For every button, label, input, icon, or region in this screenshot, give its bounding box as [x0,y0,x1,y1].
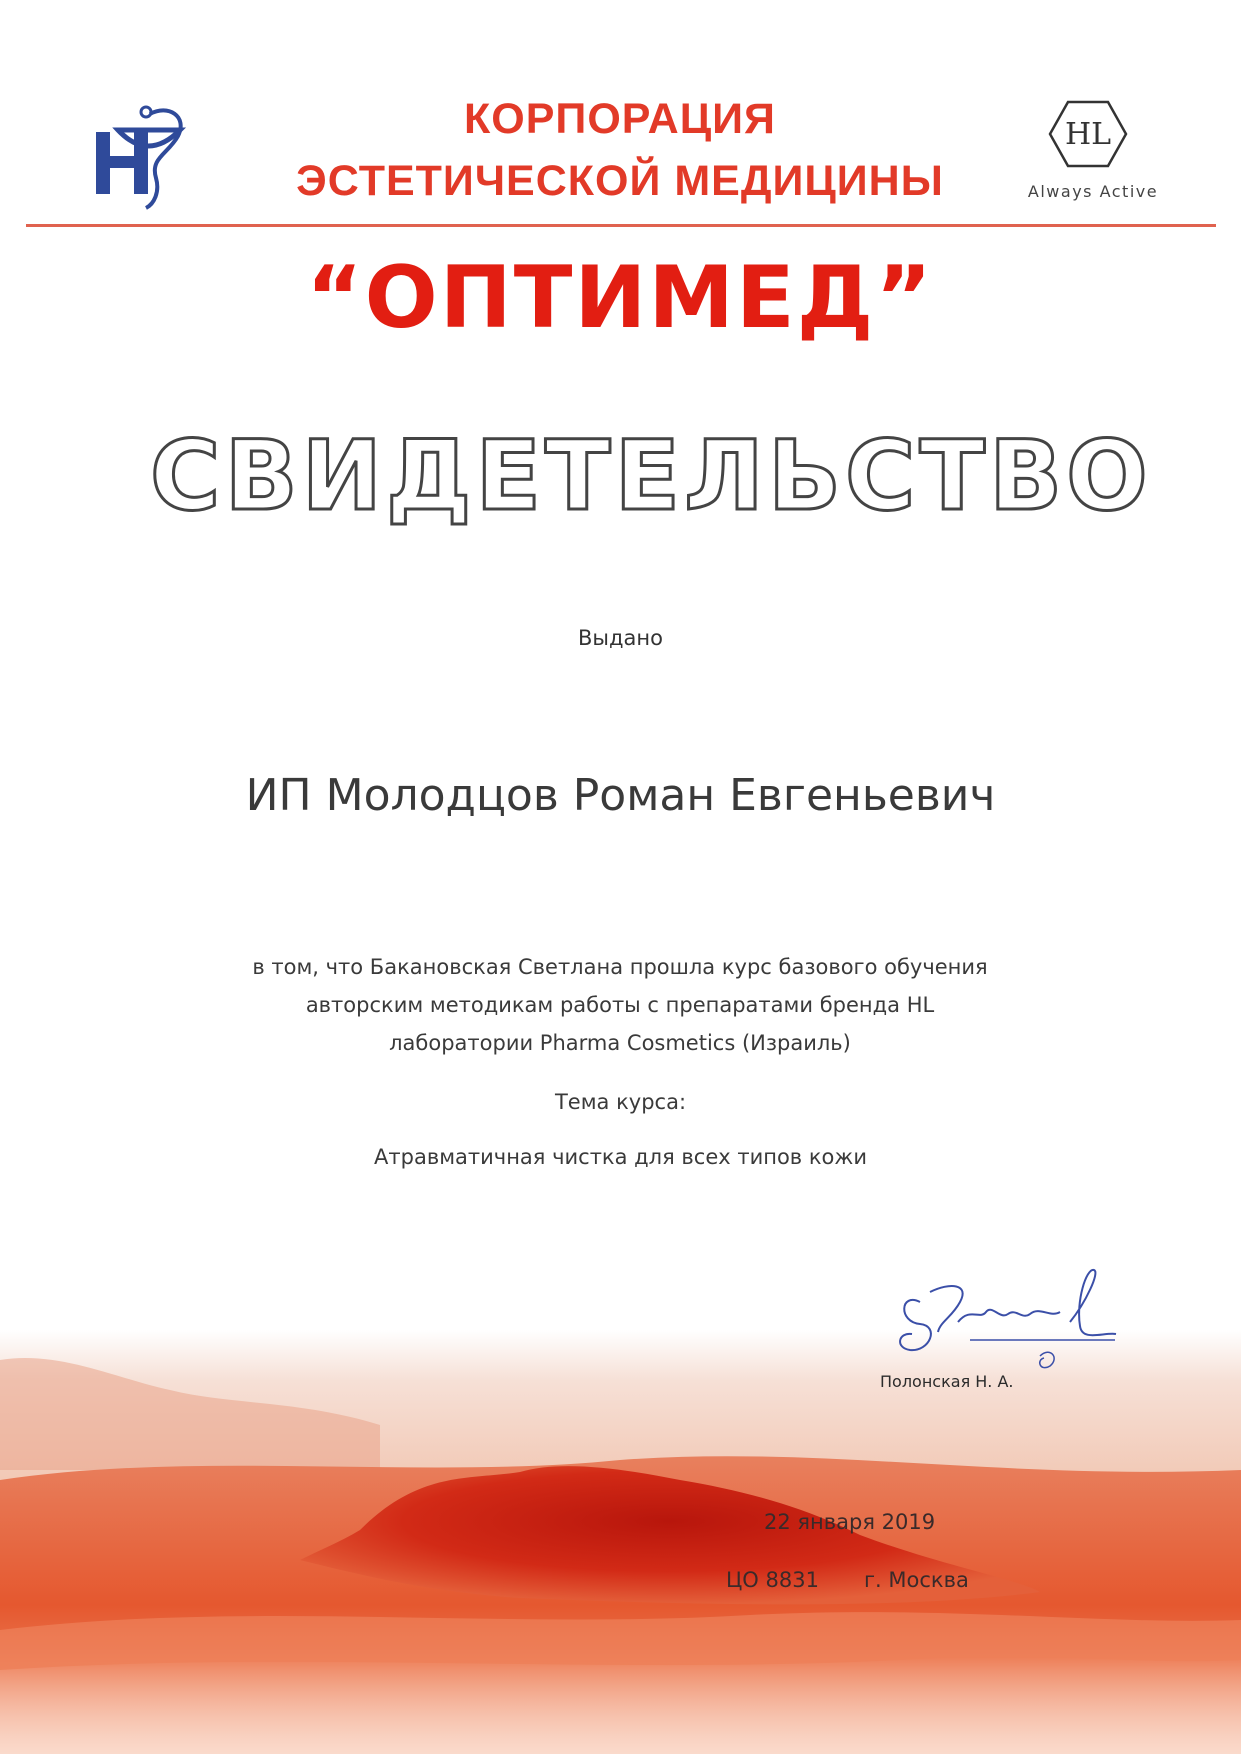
header-rule [26,224,1216,227]
course-topic: Атравматичная чистка для всех типов кожи [374,1145,867,1169]
body-line: в том, что Бакановская Светлана прошла курс базового обучения [252,955,988,979]
issued-label: Выдано [578,626,663,650]
certificate-title: СВИДЕТЕЛЬСТВО [150,420,1152,532]
red-volcano-landscape [0,1330,1241,1754]
topic-label: Тема курса: [554,1090,687,1114]
brand-title: “ОПТИМЕД” [306,248,934,348]
medical-bowl-snake-icon [88,96,200,216]
center-code: ЦО 8831 [726,1568,819,1592]
corporation-line-2: ЭСТЕТИЧЕСКОЙ МЕДИЦИНЫ [296,157,944,205]
issue-date: 22 января 2019 [764,1510,936,1534]
hl-hexagon-logo [1048,94,1128,174]
recipient-name: ИП Молодцов Роман Евгеньевич [245,770,996,821]
body-line: лаборатории Pharma Cosmetics (Израиль) [389,1031,851,1055]
hl-tagline: Always Active [1027,182,1159,201]
handwritten-signature [890,1262,1120,1382]
hl-logo [1018,94,1168,206]
corporation-line-1: КОРПОРАЦИЯ [464,95,776,143]
body-line: авторским методикам работы с препаратами бренда HL [305,993,935,1017]
certificate-body [120,948,1120,1062]
signer-name: Полонская Н. А. [880,1372,1014,1391]
hl-logo-text: HL [1064,117,1112,152]
city: г. Москва [864,1568,969,1592]
